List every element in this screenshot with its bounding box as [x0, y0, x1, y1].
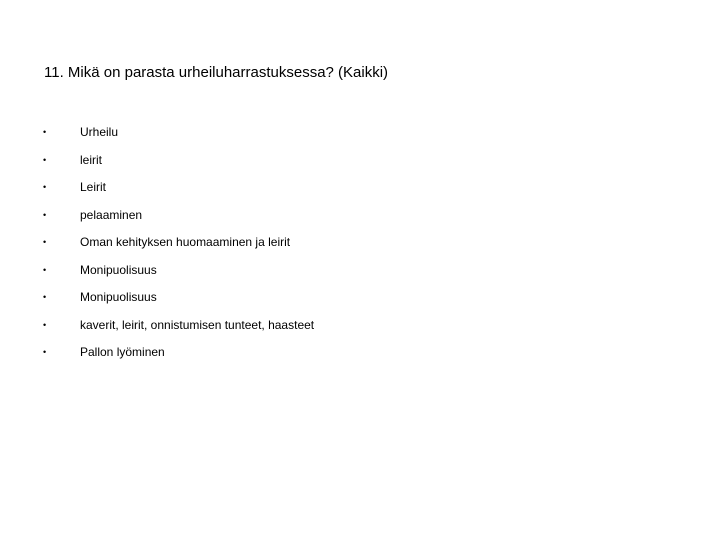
- bullet-icon: •: [43, 347, 47, 357]
- bullet-icon: •: [43, 182, 47, 192]
- answer-text: Oman kehityksen huomaaminen ja leirit: [80, 235, 291, 249]
- answer-item: [0, 177, 720, 205]
- bullet-icon: •: [43, 127, 47, 137]
- answer-text: kaverit, leirit, onnistumisen tunteet, haasteet: [80, 317, 315, 332]
- answer-text: Pallon lyöminen: [80, 345, 165, 359]
- answer-item: [0, 122, 720, 150]
- bullet-icon: •: [43, 237, 47, 247]
- answer-item: [0, 205, 720, 233]
- answer-item: [0, 342, 720, 370]
- answer-item: [0, 150, 720, 178]
- answer-text: Leirit: [80, 180, 107, 194]
- answer-text: leirit: [80, 152, 103, 167]
- answer-text: Monipuolisuus: [80, 262, 157, 277]
- question-title: 11. Mikä on parasta urheiluharrastuksessa? (Kaikki): [44, 64, 389, 81]
- bullet-icon: •: [43, 154, 47, 165]
- answer-text: pelaaminen: [80, 207, 143, 222]
- bullet-icon: •: [43, 319, 47, 330]
- answer-text: Monipuolisuus: [80, 290, 157, 304]
- answer-item: [0, 315, 720, 343]
- bullet-icon: •: [43, 264, 47, 275]
- answer-text: Urheilu: [80, 125, 119, 139]
- bullet-icon: •: [43, 292, 47, 302]
- answer-item: [0, 287, 720, 315]
- answer-item: [0, 232, 720, 260]
- answer-item: [0, 260, 720, 288]
- answer-list: [0, 122, 720, 370]
- bullet-icon: •: [43, 209, 47, 220]
